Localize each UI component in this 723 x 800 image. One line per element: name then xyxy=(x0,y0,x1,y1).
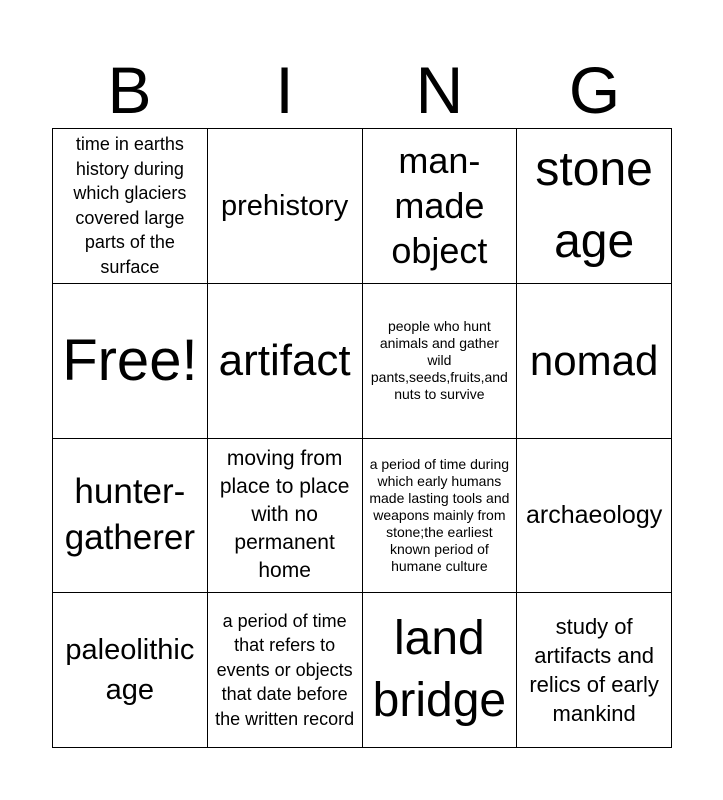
header-letter-g: G xyxy=(568,53,621,127)
bingo-cell-4-3[interactable] xyxy=(363,593,518,748)
bingo-cell-2-4[interactable] xyxy=(517,284,672,439)
cell-text: paleolithic age xyxy=(65,634,195,707)
bingo-cell-4-4[interactable] xyxy=(517,593,672,748)
bingo-cell-2-1[interactable] xyxy=(53,284,208,439)
header-letter-b: B xyxy=(107,53,152,127)
bingo-cell-2-3[interactable] xyxy=(363,284,518,439)
cell-text: archaeology xyxy=(526,501,663,530)
bingo-cell-1-1[interactable] xyxy=(53,129,208,284)
bingo-header xyxy=(52,52,672,128)
cell-text: a period of time during which early humans made lasting tools and weapons mainly from stone;the earliest known period of humane culture xyxy=(369,455,510,574)
header-letter-i: I xyxy=(275,53,294,127)
cell-text: nomad xyxy=(529,336,659,384)
cell-text: people who hunt animals and gather wild pants,seeds,fruits,and nuts to survive xyxy=(370,318,508,403)
bingo-cell-1-3[interactable] xyxy=(363,129,518,284)
cell-text: prehistory xyxy=(220,189,349,222)
bingo-board xyxy=(52,128,672,748)
cell-text: artifact xyxy=(218,335,351,385)
bingo-cell-3-1[interactable] xyxy=(53,439,208,594)
cell-text: moving from place to place with no permanent home xyxy=(219,447,350,583)
cell-text: man-made object xyxy=(391,140,488,272)
cell-text: time in earths history during which glaciers covered large parts of the surface xyxy=(73,134,187,277)
bingo-cell-4-1[interactable] xyxy=(53,593,208,748)
cell-text: land bridge xyxy=(372,612,507,728)
cell-text: Free! xyxy=(62,327,198,393)
bingo-cell-2-2[interactable] xyxy=(208,284,363,439)
bingo-cell-3-2[interactable] xyxy=(208,439,363,594)
bingo-cell-1-4[interactable] xyxy=(517,129,672,284)
bingo-cell-1-2[interactable] xyxy=(208,129,363,284)
cell-text: stone age xyxy=(535,142,653,268)
cell-text: a period of time that refers to events or objects that date before the written record xyxy=(215,610,355,729)
cell-text: hunter-gatherer xyxy=(64,472,196,558)
bingo-cell-3-3[interactable] xyxy=(363,439,518,594)
header-letter-n: N xyxy=(415,53,464,127)
bingo-cell-4-2[interactable] xyxy=(208,593,363,748)
cell-text: study of artifacts and relics of early mankind xyxy=(529,614,659,727)
bingo-cell-3-4[interactable] xyxy=(517,439,672,594)
